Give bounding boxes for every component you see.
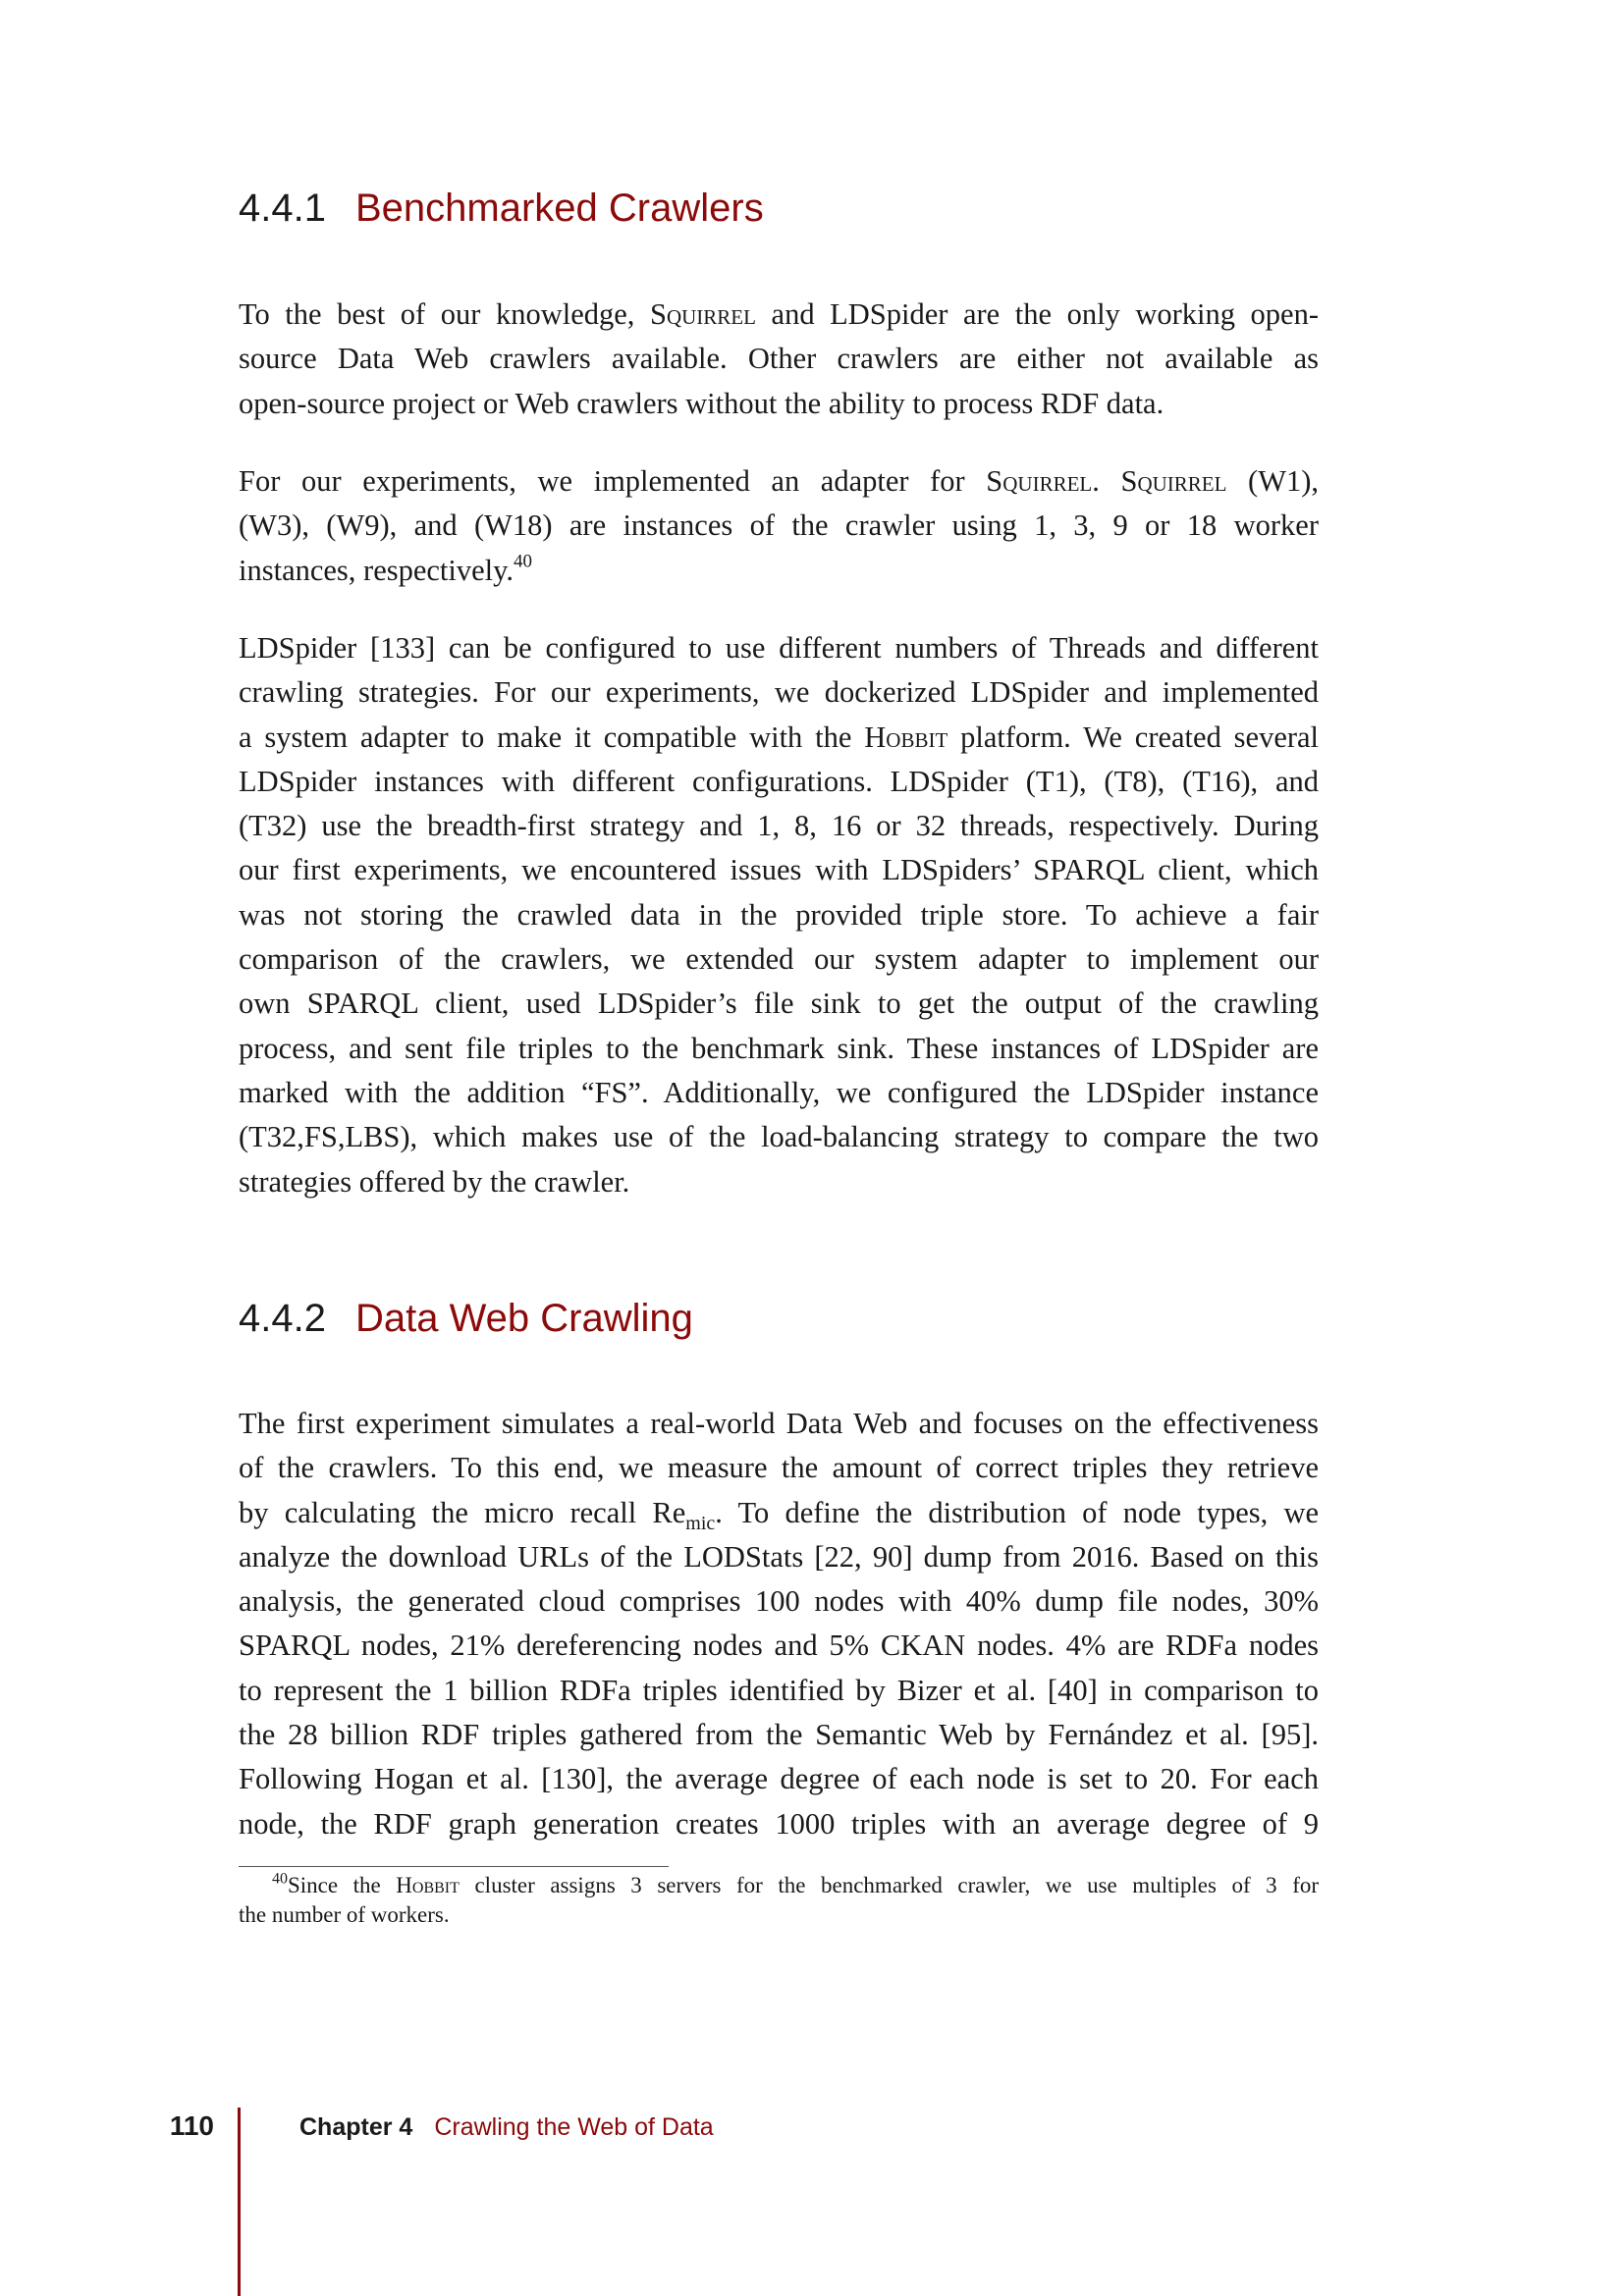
footer-rule [238,2108,241,2296]
section-title: Benchmarked Crawlers [355,187,764,230]
section-heading-4-4-2 [239,1295,693,1342]
running-footer [299,2110,714,2144]
page-number: 110 [169,2110,214,2141]
section-number: 4.4.1 [239,187,326,230]
chapter-title: Crawling the Web of Data [434,2113,714,2141]
section-heading-4-4-1 [239,185,764,232]
section-title: Data Web Crawling [355,1297,693,1340]
paragraph-ldspider: LDSpider [133] can be configured to use different numbers of Threads and different crawling strategies. For our experiments, we dockerized LDSpider and implemented a system adapter to make it compatible with the Hobbit platform. We created several LDSpider instances with different configurations. LDSpider (T1), (T8), (T16), and (T32) use the breadth-first strategy and 1, 8, 16 or 32 threads, respectively. During our first experiments, we encountered issues with LDSpiders’ SPARQL client, which was not storing the crawled data in the provided triple store. To achieve a fair comparison of the crawlers, we extended our system adapter to implement our own SPARQL client, used LDSpider’s file sink to get the output of the crawling process, and sent file triples to the benchmark sink. These instances of LDSpider are marked with the addition “FS”. Additionally, we configured the LDSpider instance (T32,FS,LBS), which makes use of the load-balancing strategy to compare the two strategies offered by the crawler. [239,631,1320,1199]
paragraph-squirrel-adapter: For our experiments, we implemented an adapter for Squirrel. Squirrel (W1), (W3), (W9), and (W18) are instances of the crawler using 1, 3, 9 or 18 worker instances, respectively.$^{40}$ [239,464,1320,587]
footnote-40: $^{40}$Since the Hobbit cluster assigns 3 servers for the benchmarked crawler, we use multiples of 3 for the number of workers. [239,1870,1320,1927]
footnote-divider [239,1866,669,1867]
paragraph-data-web-crawling: The first experiment simulates a real-world Data Web and focuses on the effectiveness of the crawlers. To this end, we measure the amount of correct triples they retrieve by calculating the micro recall $Re_{mic}$. To define the distribution of node types, we analyze the download URLs of the LODStats [22, 90] dump from 2016. Based on this analysis, the generated cloud comprises 100 nodes with 40% dump file nodes, 30% SPARQL nodes, 21% dereferencing nodes and 5% CKAN nodes. 4% are RDFa nodes to represent the 1 billion RDFa triples identified by Bizer et al. [40] in comparison to the 28 billion RDF triples gathered from the Semantic Web by Fernández et al. [95]. Following Hogan et al. [130], the average degree of each node is set to 20. For each node, the RDF graph generation creates 1000 triples with an average degree of 9 [239,1407,1320,1841]
chapter-label: Chapter 4 [299,2113,413,2141]
paragraph-crawlers-intro: To the best of our knowledge, Squirrel and LDSpider are the only working open- source Data Web crawlers available. Other crawlers are either not available as open-source project or Web crawlers without the ability to process RDF data. [239,297,1320,420]
footnote-marker: 40 [514,551,533,572]
section-number: 4.4.2 [239,1297,326,1340]
